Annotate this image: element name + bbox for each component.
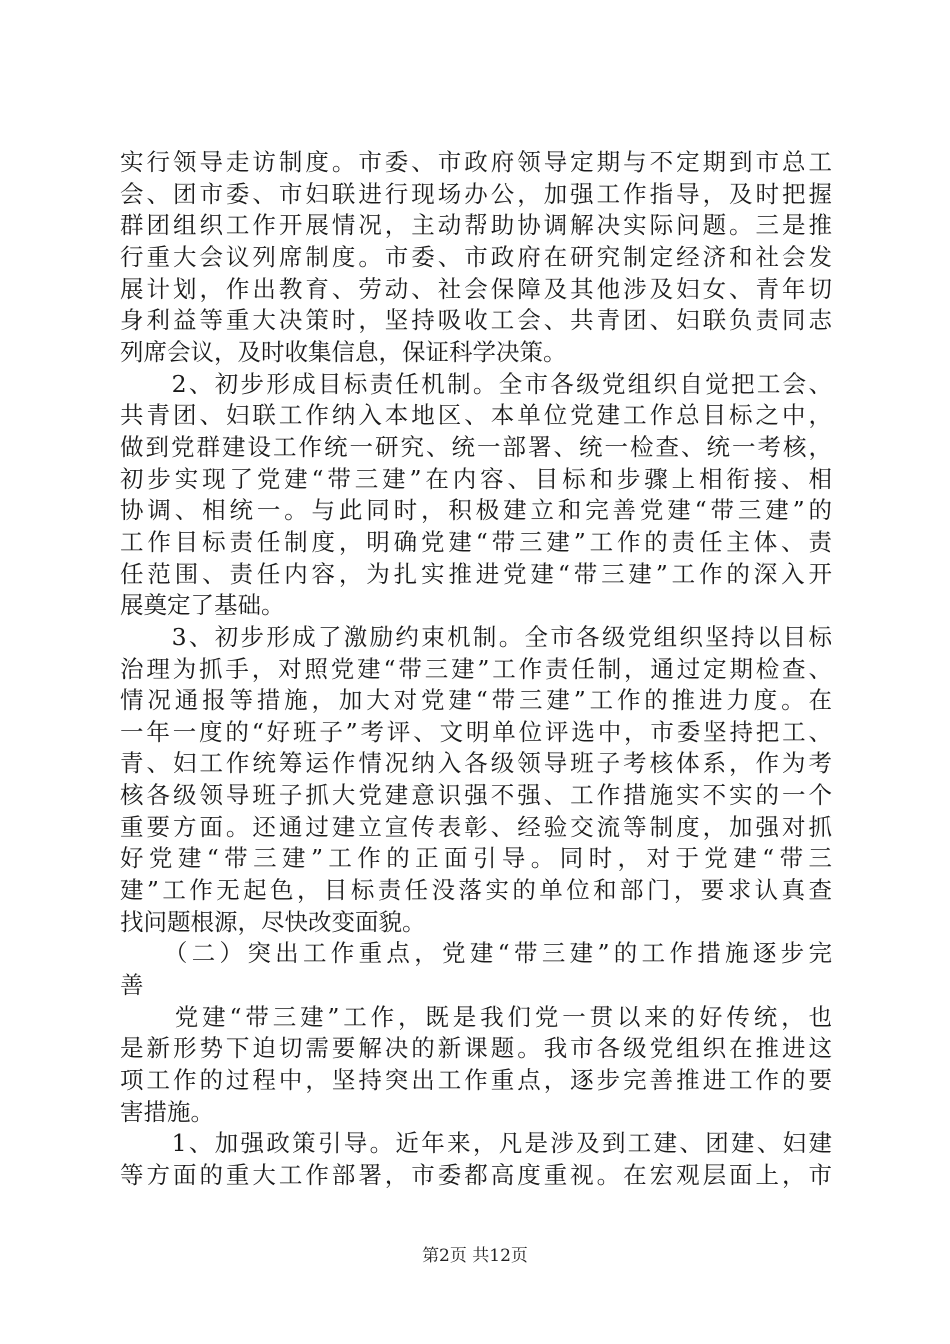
text-line: 列席会议，及时收集信息，保证科学决策。	[120, 338, 567, 366]
text-line: 2、初步形成目标责任机制。全市各级党组织自觉把工会、	[120, 370, 832, 398]
text-line: 是新形势下迫切需要解决的新课题。我市各级党组织在推进这	[120, 1034, 832, 1062]
text-line: 做到党群建设工作统一研究、统一部署、统一检查、统一考核，	[120, 433, 832, 461]
text-line: 展奠定了基础。	[120, 591, 285, 619]
text-line: 党建“带三建”工作，既是我们党一贯以来的好传统，也	[120, 1003, 832, 1031]
text-line: 重要方面。还通过建立宣传表彰、经验交流等制度，加强对抓	[120, 813, 832, 841]
text-line: 协调、相统一。与此同时，积极建立和完善党建“带三建”的	[120, 496, 832, 524]
text-line: 等方面的重大工作部署，市委都高度重视。在宏观层面上，市	[120, 1161, 832, 1189]
text-line: 共青团、妇联工作纳入本地区、本单位党建工作总目标之中，	[120, 401, 832, 429]
text-line: 行重大会议列席制度。市委、市政府在研究制定经济和社会发	[120, 243, 832, 271]
text-line: 群团组织工作开展情况，主动帮助协调解决实际问题。三是推	[120, 211, 832, 239]
text-line: 会、团市委、市妇联进行现场办公，加强工作指导，及时把握	[120, 180, 832, 208]
text-line: 项工作的过程中，坚持突出工作重点，逐步完善推进工作的要	[120, 1066, 832, 1094]
text-line: 展计划，作出教育、劳动、社会保障及其他涉及妇女、青年切	[120, 275, 832, 303]
text-line: 一年一度的“好班子”考评、文明单位评选中，市委坚持把工、	[120, 718, 832, 746]
text-line: 治理为抓手，对照党建“带三建”工作责任制，通过定期检查、	[120, 655, 832, 683]
text-line: 实行领导走访制度。市委、市政府领导定期与不定期到市总工	[120, 148, 832, 176]
text-line: 情况通报等措施，加大对党建“带三建”工作的推进力度。在	[120, 686, 832, 714]
text-line: 好党建“带三建”工作的正面引导。同时，对于党建“带三	[120, 844, 832, 872]
text-line: 初步实现了党建“带三建”在内容、目标和步骤上相衔接、相	[120, 465, 832, 493]
text-line: 工作目标责任制度，明确党建“带三建”工作的责任主体、责	[120, 528, 832, 556]
text-line: 建”工作无起色，目标责任没落实的单位和部门，要求认真查	[120, 876, 832, 904]
page-footer: 第2页 共12页	[422, 1246, 528, 1266]
text-line: 找问题根源，尽快改变面貌。	[120, 908, 426, 936]
text-line: 核各级领导班子抓大党建意识强不强、工作措施实不实的一个	[120, 781, 832, 809]
text-line: 害措施。	[120, 1098, 214, 1126]
text-line: 青、妇工作统筹运作情况纳入各级领导班子考核体系，作为考	[120, 749, 832, 777]
text-line: 善	[120, 971, 144, 999]
text-line: 身利益等重大决策时，坚持吸收工会、共青团、妇联负责同志	[120, 306, 832, 334]
text-line: （二）突出工作重点，党建“带三建”的工作措施逐步完	[120, 939, 832, 967]
text-line: 任范围、责任内容，为扎实推进党建“带三建”工作的深入开	[120, 560, 832, 588]
text-line: 3、初步形成了激励约束机制。全市各级党组织坚持以目标	[120, 623, 832, 651]
text-line: 1、加强政策引导。近年来，凡是涉及到工建、团建、妇建	[120, 1129, 832, 1157]
